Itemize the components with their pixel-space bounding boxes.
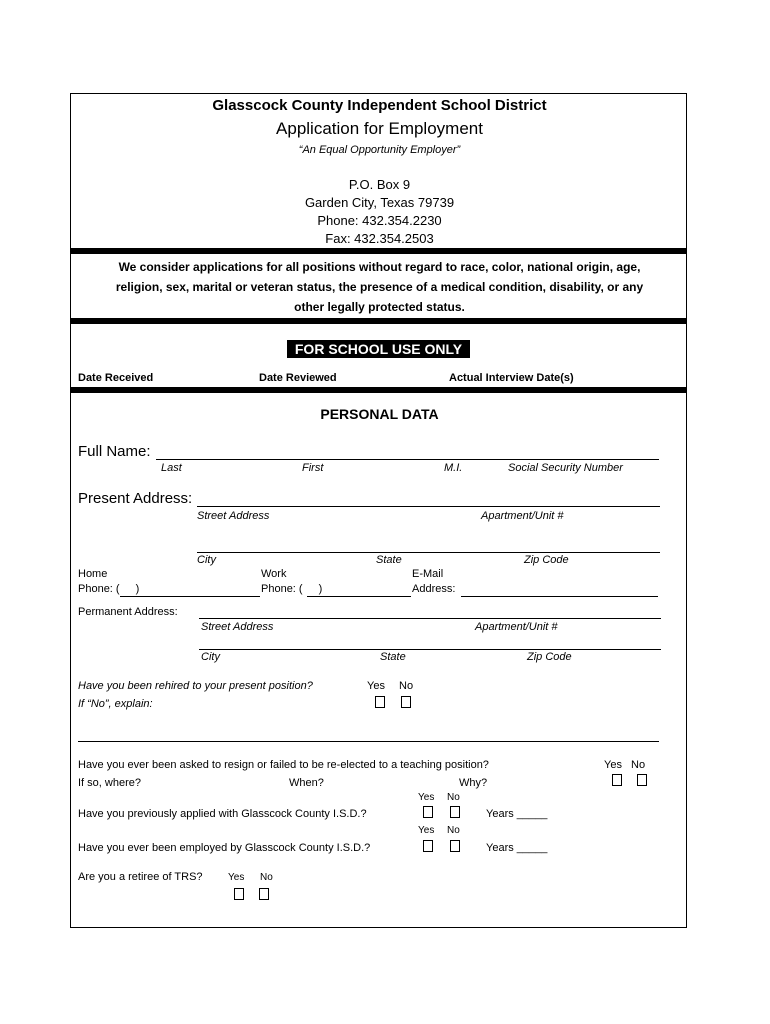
resign-yes-checkbox[interactable]	[612, 774, 622, 786]
home-phone-field[interactable]	[120, 596, 260, 597]
eeo-line: other legally protected status.	[294, 300, 465, 314]
section-divider	[71, 248, 686, 254]
city-state-zip-field[interactable]	[197, 552, 660, 553]
home-label: Home	[78, 568, 108, 580]
rehired-question: Have you been rehired to your present position?	[78, 680, 313, 692]
permanent-address-label: Permanent Address:	[78, 606, 178, 618]
last-caption: Last	[161, 462, 182, 474]
phone-line: Phone: 432.354.2230	[317, 213, 442, 228]
perm-state-caption: State	[380, 651, 406, 663]
applied-years-field[interactable]: Years _____	[486, 808, 548, 820]
date-reviewed-label: Date Reviewed	[259, 372, 337, 384]
retiree-no-checkbox[interactable]	[259, 888, 269, 900]
first-caption: First	[302, 462, 324, 474]
applied-yes-checkbox[interactable]	[423, 806, 433, 818]
eeo-line: We consider applications for all positions without regard to race, color, national origin, age,	[118, 260, 641, 274]
why-label: Why?	[459, 777, 488, 789]
city-caption: City	[197, 554, 216, 566]
employed-years-field[interactable]: Years _____	[486, 842, 548, 854]
district-name: Glasscock County Independent School District	[212, 97, 547, 114]
when-label: When?	[289, 777, 324, 789]
employed-question: Have you ever been employed by Glasscock County I.S.D.?	[78, 842, 371, 854]
no-label: No	[447, 825, 460, 836]
perm-apt-caption: Apartment/Unit #	[475, 621, 558, 633]
tagline: “An Equal Opportunity Employer”	[298, 144, 461, 156]
section-divider	[71, 387, 686, 393]
work-phone-label: Phone: ( )	[261, 583, 323, 595]
interview-dates-label: Actual Interview Date(s)	[449, 372, 574, 384]
ssn-caption: Social Security Number	[508, 462, 623, 474]
perm-street-caption: Street Address	[201, 621, 274, 633]
present-address-field[interactable]	[197, 506, 660, 507]
no-label: No	[399, 680, 414, 692]
state-caption: State	[376, 554, 402, 566]
yes-label: Yes	[418, 792, 435, 803]
work-phone-field[interactable]	[307, 596, 411, 597]
rehired-yes-checkbox[interactable]	[375, 696, 385, 708]
date-received-label: Date Received	[78, 372, 154, 384]
address-line: P.O. Box 9	[348, 177, 411, 192]
form-title: Application for Employment	[276, 119, 483, 138]
applied-question: Have you previously applied with Glasscock County I.S.D.?	[78, 808, 367, 820]
full-name-field[interactable]	[156, 459, 659, 460]
yes-label: Yes	[418, 825, 435, 836]
perm-city-state-zip-field[interactable]	[199, 649, 661, 650]
email-address-label: Address:	[412, 583, 456, 595]
rehired-no-checkbox[interactable]	[401, 696, 411, 708]
if-so-where-label: If so, where?	[78, 777, 141, 789]
yes-label: Yes	[228, 872, 245, 883]
address-line: Garden City, Texas 79739	[304, 195, 455, 210]
full-name-label: Full Name:	[78, 443, 151, 460]
school-use-title: FOR SCHOOL USE ONLY	[294, 341, 463, 357]
email-field[interactable]	[461, 596, 658, 597]
yes-label: Yes	[604, 759, 622, 771]
rehired-explain-label: If “No”, explain:	[78, 698, 153, 710]
resign-question: Have you ever been asked to resign or failed to be re-elected to a teaching position?	[78, 759, 489, 771]
explain-field[interactable]	[78, 741, 659, 742]
resign-no-checkbox[interactable]	[637, 774, 647, 786]
perm-zip-caption: Zip Code	[527, 651, 572, 663]
employed-yes-checkbox[interactable]	[423, 840, 433, 852]
apt-caption: Apartment/Unit #	[481, 510, 564, 522]
retiree-yes-checkbox[interactable]	[234, 888, 244, 900]
applied-no-checkbox[interactable]	[450, 806, 460, 818]
present-address-label: Present Address:	[78, 490, 193, 507]
permanent-address-field[interactable]	[199, 618, 661, 619]
eeo-line: religion, sex, marital or veteran status, the presence of a medical condition, disability, or any	[115, 280, 644, 294]
fax-line: Fax: 432.354.2503	[325, 231, 434, 246]
yes-label: Yes	[367, 680, 385, 692]
perm-city-caption: City	[201, 651, 220, 663]
section-divider	[71, 318, 686, 324]
no-label: No	[447, 792, 460, 803]
mi-caption: M.I.	[444, 462, 463, 474]
no-label: No	[260, 872, 273, 883]
home-phone-label: Phone: ( )	[78, 583, 140, 595]
email-label: E-Mail	[412, 568, 444, 580]
retiree-question: Are you a retiree of TRS?	[78, 871, 203, 883]
no-label: No	[631, 759, 646, 771]
zip-caption: Zip Code	[524, 554, 569, 566]
employed-no-checkbox[interactable]	[450, 840, 460, 852]
work-label: Work	[261, 568, 287, 580]
personal-data-title: PERSONAL DATA	[320, 406, 439, 422]
application-form	[70, 93, 687, 928]
street-caption: Street Address	[197, 510, 270, 522]
school-use-banner	[287, 340, 470, 358]
